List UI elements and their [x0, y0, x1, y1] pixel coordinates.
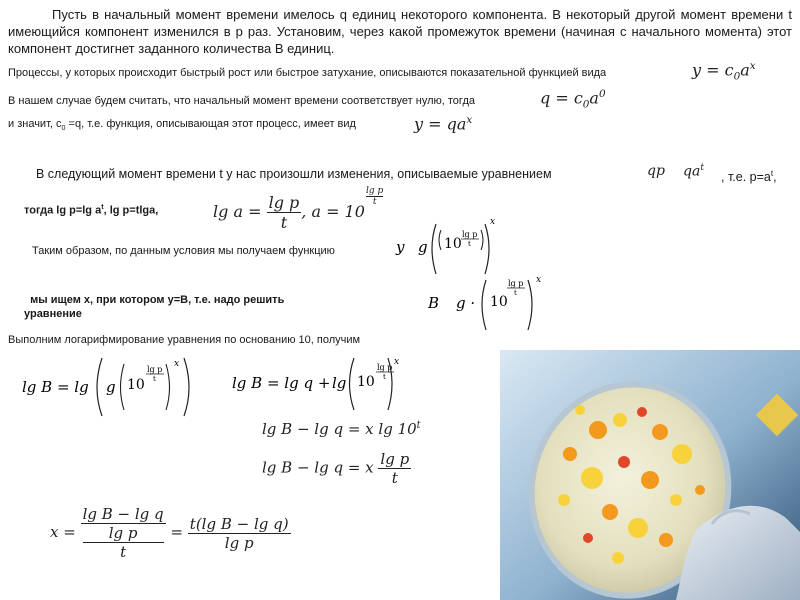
therefore-line — [8, 117, 356, 135]
f8-paren-outer-right — [184, 358, 189, 416]
f9-lg: lg — [332, 374, 347, 392]
colony — [637, 407, 647, 417]
colony — [589, 421, 607, 439]
initial-moment-line: В нашем случае будем считать, что начальный момент времени соответствует нулю, тогда — [8, 95, 475, 107]
f9-exp: lg p — [377, 363, 393, 372]
f1-y: y = c — [692, 60, 734, 80]
colony — [613, 413, 627, 427]
f6-paren-right — [485, 224, 489, 274]
formula-lgB-1 — [20, 352, 200, 420]
f11-lhs: lg B − lg q = x — [262, 458, 374, 477]
f7-B: B — [428, 294, 440, 312]
seek-line-1 — [24, 293, 284, 307]
f2-q: q = c — [540, 88, 583, 108]
f5-rest: , a = 10 — [301, 202, 365, 221]
log-line: Выполним логарифмирование уравнения по основанию 10, получим — [8, 334, 361, 346]
colony — [695, 485, 705, 495]
f8-paren-left — [121, 364, 125, 410]
thus-line: Таким образом, по данным условия мы получаем функцию — [32, 245, 335, 257]
next-moment-line: В следующий момент времени t у нас произошли изменения, описываемые уравнением — [36, 167, 552, 181]
colony — [575, 405, 585, 415]
f9-exp-den: t — [383, 373, 386, 381]
f8-paren-right — [166, 364, 170, 410]
colony — [581, 467, 603, 489]
f7-x: x — [536, 275, 542, 285]
f3-sup: x — [466, 114, 473, 126]
colony — [618, 456, 630, 468]
formula-change-qa — [683, 163, 704, 180]
formula-process — [414, 114, 472, 133]
intro-text: Пусть в начальный момент времени имелось q единиц некоторого компонента. В некоторый другой момент времени t имеющийся компонент изменился в p раз. Установим, через какой промежуток времени (начиная с начального момента) этот компонент достигнет заданного количества B единиц. — [8, 7, 792, 56]
f1-sub: 0 — [733, 70, 741, 83]
seek-text-1: мы ищем x, при котором y=B, т.е. надо решить — [30, 294, 285, 306]
formula-lgB-3 — [262, 420, 421, 438]
petri-dish-photo — [500, 350, 800, 600]
f3-text: y = qa — [414, 114, 467, 134]
f4-sup: t — [700, 163, 704, 173]
f12-fraction-1 — [81, 505, 166, 561]
f1-a: a — [740, 60, 750, 80]
f12-den2: lg p — [224, 533, 254, 552]
f5-den: t — [280, 213, 288, 232]
formula-lgB-4 — [262, 450, 411, 487]
then-end: , lg p=tlga, — [103, 204, 159, 217]
therefore-sub: 0 — [61, 124, 66, 133]
f8-paren-outer-left — [97, 358, 102, 416]
colony — [670, 494, 682, 506]
f11-fraction — [378, 450, 411, 487]
intro-paragraph — [8, 6, 792, 57]
colony — [563, 447, 577, 461]
formula-solution — [50, 505, 291, 561]
therefore-suffix: =q, т.е. функция, описывающая этот процесс, имеет вид — [65, 118, 356, 130]
colony — [583, 533, 593, 543]
next-tail: , т.е. p=a — [721, 170, 771, 185]
f7-g: g · — [456, 294, 476, 312]
f6-exp-den: t — [468, 240, 471, 248]
f6-paren-inner-left — [439, 230, 441, 250]
f6-exp-num: lg p — [462, 230, 478, 239]
f12-num2: t(lg B − lg q) — [189, 514, 289, 533]
colony — [612, 552, 624, 564]
f6-paren-inner-right — [481, 230, 483, 250]
then-sup: t — [101, 203, 104, 211]
f5-exponent — [366, 186, 383, 207]
f8-x: x — [174, 359, 180, 369]
f11-den: t — [391, 469, 398, 487]
f5-exp-den: t — [372, 197, 377, 207]
seek-line-2: уравнение — [24, 308, 82, 320]
f8-exp-den: t — [153, 375, 156, 383]
then-text: тогда lg p=lg a — [24, 204, 102, 217]
f7-paren-left — [482, 280, 486, 330]
f6-g: g — [418, 238, 428, 256]
colony — [602, 504, 618, 520]
f5-num: lg p — [268, 193, 300, 212]
next-tail-sup: t — [770, 169, 774, 178]
f12-x: x = — [50, 523, 76, 541]
f12-den1-den: t — [120, 543, 127, 561]
formula-change-qp: qp — [647, 163, 665, 179]
then-line — [24, 200, 158, 218]
processes-line: Процессы, у которых происходит быстрый рост или быстрое затухание, описываются показательной функцией вида — [8, 67, 607, 79]
colony — [641, 471, 659, 489]
f7-paren-right — [528, 280, 532, 330]
colony — [652, 424, 668, 440]
formula-equation-B — [424, 270, 548, 336]
f12-den1-num: lg p — [83, 524, 164, 543]
f8-ten: 10 — [127, 377, 145, 393]
f6-paren-left — [432, 224, 436, 274]
next-moment-tail — [721, 166, 777, 185]
next-tail-end: , — [773, 170, 777, 185]
f6-ten: 10 — [444, 236, 462, 252]
therefore-prefix: и значит, c — [8, 118, 62, 130]
f9-lhs: lg B = lg q + — [232, 374, 331, 392]
f8-g: g — [106, 378, 116, 396]
f2-a: a — [589, 88, 599, 108]
formula-lgB-2 — [230, 352, 430, 420]
f4-qa: qa — [683, 163, 701, 180]
formula-lga — [213, 193, 365, 232]
f9-paren-left — [350, 358, 355, 410]
f6-x: x — [490, 217, 496, 227]
f12-num1: lg B − lg q — [82, 505, 164, 523]
f5-exp-num: lg p — [366, 186, 384, 196]
f5-lga: lg a = — [213, 202, 262, 221]
f10-text: lg B − lg q = x lg 10 — [262, 420, 417, 438]
colony — [628, 518, 648, 538]
f11-num: lg p — [380, 450, 410, 468]
f2-sub: 0 — [582, 98, 590, 111]
f2-sup: 0 — [598, 88, 606, 100]
f9-x: x — [394, 357, 400, 367]
f6-y: y — [396, 238, 405, 256]
formula-exponential — [692, 60, 756, 83]
f8-exp: lg p — [147, 365, 163, 374]
colony — [659, 533, 673, 547]
f8-lhs: lg B = lg — [22, 378, 89, 396]
colony — [672, 444, 692, 464]
f5-fraction — [267, 193, 302, 232]
formula-initial — [540, 88, 606, 111]
colony — [558, 494, 570, 506]
f10-sup: t — [416, 420, 421, 431]
f1-sup: x — [749, 60, 756, 72]
f7-exp-den: t — [514, 289, 517, 297]
f9-ten: 10 — [357, 374, 375, 390]
f12-den1 — [81, 524, 166, 561]
f12-eq: = — [170, 523, 184, 541]
f12-fraction-2 — [188, 515, 291, 552]
f7-ten: 10 — [490, 294, 508, 310]
f7-exp-num: lg p — [508, 279, 524, 288]
